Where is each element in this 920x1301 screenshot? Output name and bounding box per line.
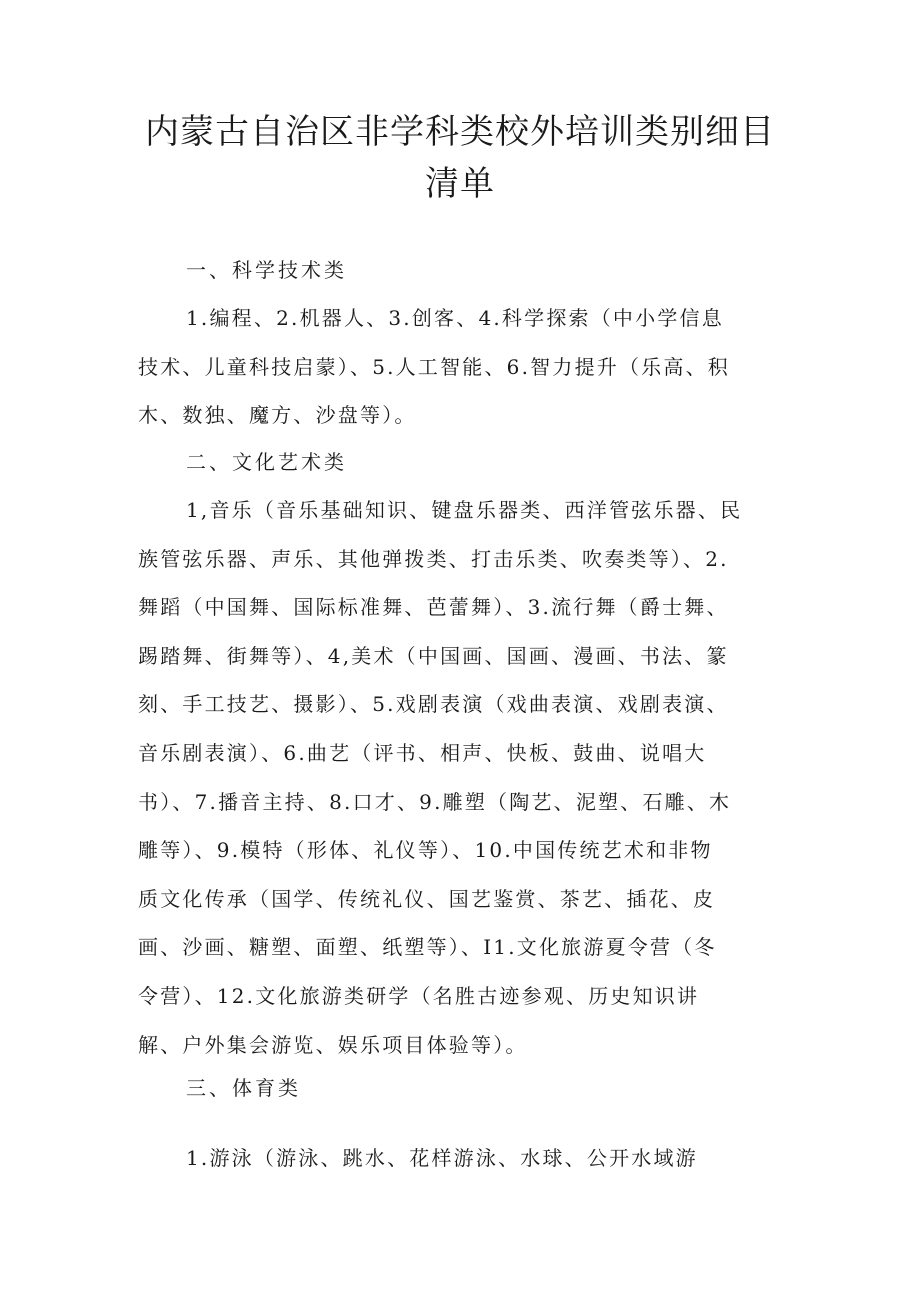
- paragraph-line: 1,音乐（音乐基础知识、键盘乐器类、西洋管弦乐器、民: [186, 498, 743, 522]
- paragraph-line: 1.游泳（游泳、跳水、花样游泳、水球、公开水域游: [186, 1146, 698, 1170]
- section-paragraph-science: [138, 294, 774, 440]
- paragraph-line: 令营）、12.文化旅游类研学（名胜古迹参观、历史知识讲: [138, 983, 700, 1008]
- paragraph-line: 音乐剧表演）、6.曲艺（评书、相声、快板、鼓曲、说唱大: [138, 740, 707, 765]
- paragraph-line: 刻、手工技艺、摄影）、5.戏剧表演（戏曲表演、戏剧表演、: [138, 692, 729, 717]
- document-title: [120, 106, 800, 210]
- section-paragraph-culture-art: [138, 486, 774, 1069]
- title-line-2: 清单: [425, 164, 495, 204]
- section-heading-culture-art: 二、文化艺术类: [186, 450, 347, 474]
- paragraph-line: 解、户外集会游览、娱乐项目体验等）。: [138, 1032, 528, 1057]
- paragraph-line: 技术、儿童科技启蒙）、5.人工智能、6.智力提升（乐高、积: [138, 354, 730, 379]
- paragraph-line: 画、沙画、糖塑、面塑、纸塑等）、I1.文化旅游夏令营（冬: [138, 935, 717, 960]
- paragraph-line: 质文化传承（国学、传统礼仪、国艺鉴赏、茶艺、插花、皮: [138, 886, 716, 911]
- section-paragraph-sports: [138, 1134, 774, 1183]
- title-line-1: 内蒙古自治区非学科类校外培训类别细目: [145, 112, 775, 152]
- section-heading-science: 一、科学技术类: [186, 258, 347, 282]
- paragraph-line: 书）、7.播音主持、8.口才、9.雕塑（陶艺、泥塑、石雕、木: [138, 789, 732, 814]
- paragraph-line: 雕等）、9.模特（形体、礼仪等）、10.中国传统艺术和非物: [138, 838, 713, 863]
- paragraph-line: 1.编程、2.机器人、3.创客、4.科学探索（中小学信息: [186, 306, 724, 330]
- paragraph-line: 族管弦乐器、声乐、其他弹拨类、打击乐类、吹奏类等）、2.: [138, 546, 729, 571]
- paragraph-line: 木、数独、魔方、沙盘等）。: [138, 403, 417, 428]
- paragraph-line: 踢踏舞、街舞等）、4,美术（中国画、国画、漫画、书法、篆: [138, 643, 729, 668]
- section-heading-sports: 三、体育类: [186, 1076, 301, 1100]
- paragraph-line: 舞蹈（中国舞、国际标准舞、芭蕾舞）、3.流行舞（爵士舞、: [138, 595, 729, 620]
